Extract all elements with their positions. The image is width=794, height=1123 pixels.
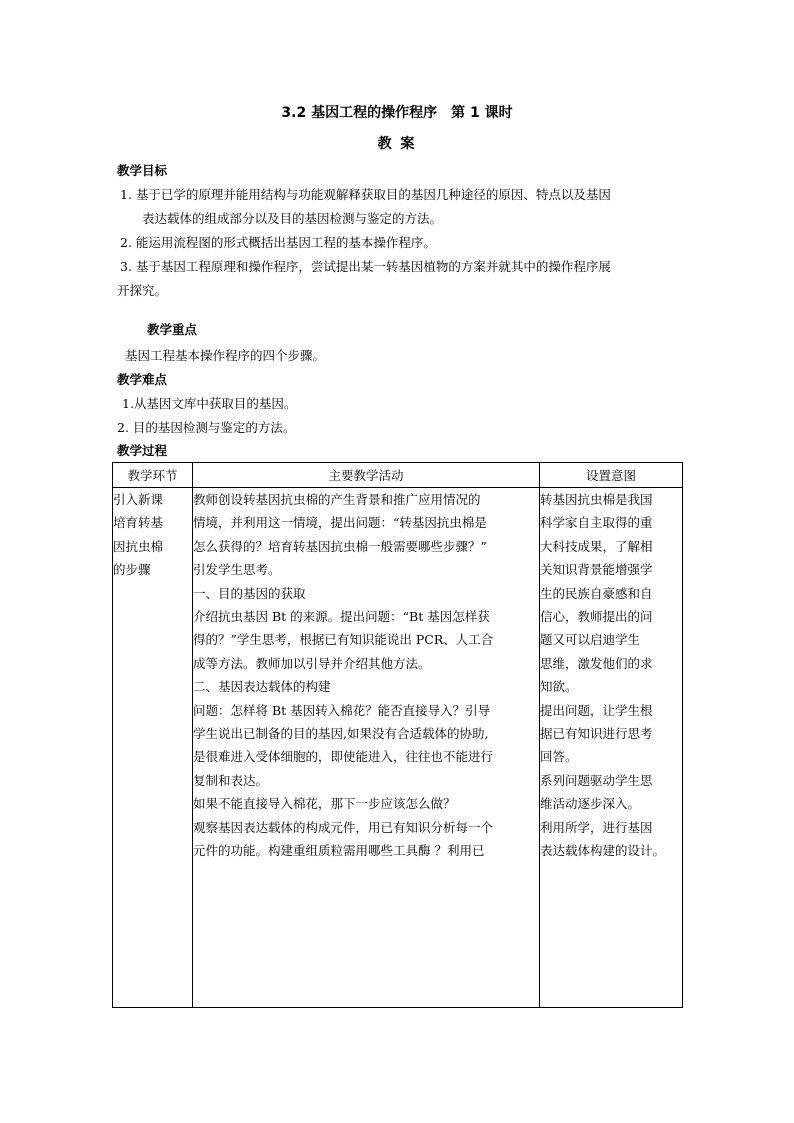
activity-line: 元件的功能。构建重组质粒需用哪些工具酶 ？利用已: [193, 843, 485, 859]
purpose-line: 生的民族自豪感和自: [540, 585, 653, 601]
document-title: 3.2 基因工程的操作程序 第 1 课时: [281, 105, 513, 121]
stage-line: 的步骤: [113, 562, 151, 578]
purpose-line: 科学家自主取得的重: [540, 515, 653, 531]
stage-line: 因抗虫棉: [113, 538, 164, 554]
teaching-process-table: [112, 462, 683, 1008]
activity-line: 引发学生思考。: [193, 562, 281, 578]
activity-line: 观察基因表达载体的构成元件，用已有知识分析每一个: [193, 819, 494, 835]
objective-line: 1. 基于已学的原理并能用结构与功能观解释获取目的基因几种途径的原因、特点以及基因: [120, 187, 611, 202]
purpose-line: 信心，教师提出的问: [540, 609, 653, 625]
purpose-line: 关知识背景能增强学: [540, 562, 653, 578]
stage-line: 引入新课: [113, 492, 164, 507]
purpose-line: 回答。: [540, 749, 578, 765]
activity-line: 介绍抗虫基因 Bt 的来源。提出问题：“Bt 基因怎样获: [193, 609, 490, 625]
activity-line: 教师创设转基因抗虫棉的产生背景和推广应用情况的: [193, 492, 481, 507]
stage-cell: [113, 488, 193, 1008]
purpose-line: 系列问题驱动学生思: [540, 772, 653, 788]
activity-line: 复制和表达。: [193, 772, 269, 788]
purpose-line: 题又可以启迪学生: [540, 632, 641, 648]
activity-line: 情境，并利用这一情境，提出问题：“转基因抗虫棉是: [193, 515, 487, 531]
key-points-text: 基因工程基本操作程序的四个步骤。: [125, 348, 326, 363]
column-header-stage: 教学环节: [113, 463, 193, 488]
purpose-line: 维活动逐步深入。: [540, 796, 641, 812]
activity-line: 二、基因表达载体的构建: [193, 679, 331, 695]
table-header-row: [113, 463, 683, 488]
table-row: [113, 488, 683, 1008]
objectives-heading: 教学目标: [117, 163, 168, 178]
key-points-heading: 教学重点: [147, 322, 198, 337]
purpose-line: 转基因抗虫棉是我国: [540, 492, 653, 507]
activity-line: 问题：怎样将 Bt 基因转入棉花？能否直接导入？引导: [193, 702, 491, 718]
objective-line: 2. 能运用流程图的形式概括出基因工程的基本操作程序。: [120, 235, 436, 250]
document-subtitle: 教 案: [377, 136, 417, 152]
difficulty-item: 1.从基因文库中获取目的基因。: [122, 396, 297, 411]
objective-line: 表达载体的组成部分以及目的基因检测与鉴定的方法。: [142, 211, 443, 226]
stage-line: 培育转基: [113, 515, 164, 531]
purpose-line: 大科技成果，了解相: [540, 538, 653, 554]
activity-cell: [193, 488, 540, 1008]
activity-line: 如果不能直接导入棉花，那下一步应该怎么做？: [193, 796, 456, 812]
activity-line: 一、目的基因的获取: [193, 585, 306, 601]
column-header-activity: 主要教学活动: [193, 463, 540, 488]
column-header-purpose: 设置意图: [540, 463, 683, 488]
activity-line: 是很难进入受体细胞的，即使能进入，往往也不能进行: [193, 749, 494, 765]
purpose-cell: [540, 488, 683, 1008]
activity-line: 怎么获得的？培育转基因抗虫棉一般需要哪些步骤？”: [193, 538, 487, 554]
objective-line: 开探究。: [117, 283, 168, 298]
difficulties-heading: 教学难点: [117, 372, 168, 387]
purpose-line: 知欲。: [540, 679, 578, 695]
activity-line: 学生说出已制备的目的基因,如果没有合适载体的协助,: [193, 726, 489, 742]
activity-line: 成等方法。教师加以引导并介绍其他方法。: [193, 655, 431, 671]
activity-line: 得的？”学生思考，根据已有知识能说出 PCR、人工合: [193, 632, 494, 648]
objective-line: 3. 基于基因工程原理和操作程序，尝试提出某一转基因植物的方案并就其中的操作程序展: [120, 259, 611, 274]
purpose-line: 利用所学，进行基因: [540, 819, 653, 835]
purpose-line: 表达载体构建的设计。: [540, 843, 666, 859]
purpose-line: 据已有知识进行思考: [540, 726, 653, 742]
purpose-line: 提出问题，让学生根: [540, 702, 653, 718]
process-heading: 教学过程: [117, 443, 168, 458]
difficulty-item: 2. 目的基因检测与鉴定的方法。: [117, 420, 296, 435]
purpose-line: 思维，激发他们的求: [540, 655, 653, 671]
